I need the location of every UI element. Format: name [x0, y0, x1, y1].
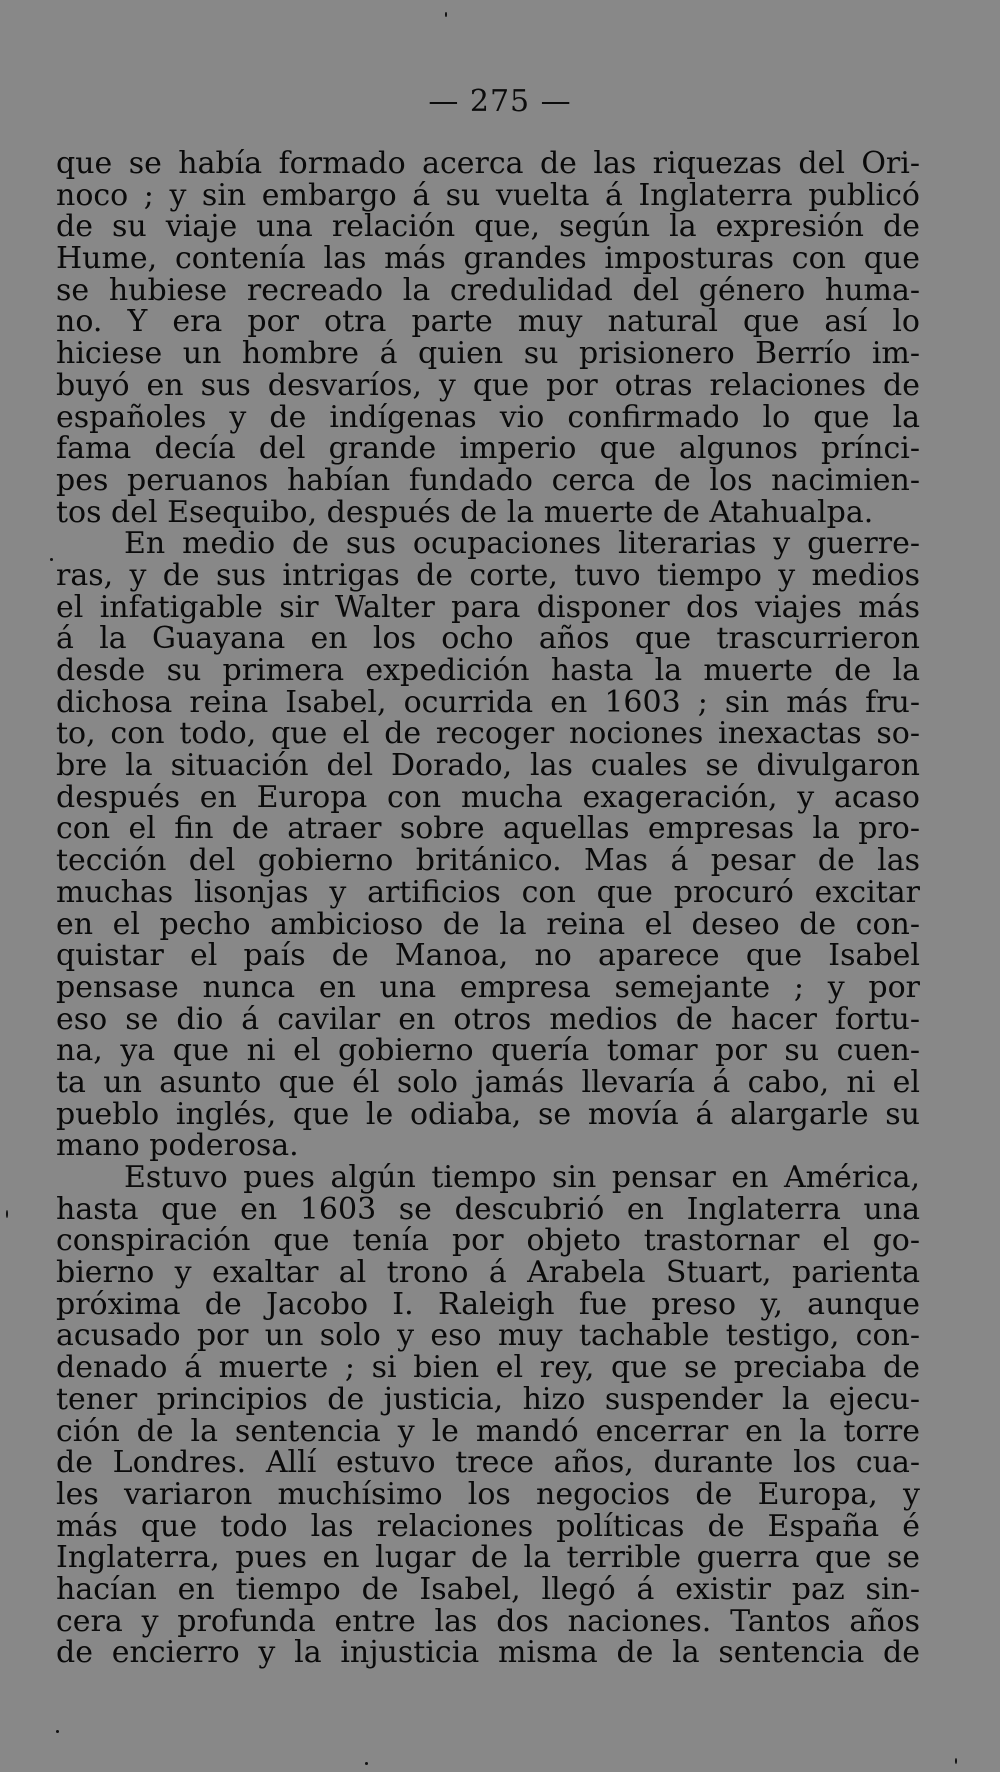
text-line: á la Guayana en los ocho años que trascurrieron	[56, 621, 920, 657]
text-line: quistar el país de Manoa, no aparece que Isabel	[56, 938, 920, 974]
text-line: hacían en tiempo de Isabel, llegó á existir paz sin-	[56, 1571, 920, 1607]
text-line: hiciese un hombre á quien su prisionero Berrío im-	[56, 336, 920, 372]
text-line: más que todo las relaciones políticas de España é	[56, 1508, 920, 1544]
text-line: conspiración que tenía por objeto trastornar el go-	[56, 1223, 920, 1259]
text-line: bierno y exaltar al trono á Arabela Stuart, parienta	[56, 1255, 920, 1291]
text-line: ras, y de sus intrigas de corte, tuvo tiempo y medios	[56, 557, 920, 593]
text-line: les variaron muchísimo los negocios de Europa, y	[56, 1476, 920, 1512]
text-line: tos del Esequibo, después de la muerte de Atahualpa.	[56, 494, 874, 530]
text-line: pueblo inglés, que le odiaba, se movía á alargarle su	[56, 1096, 920, 1132]
text-line: cera y profunda entre las dos naciones. Tantos años	[56, 1603, 920, 1639]
text-line: bre la situación del Dorado, las cuales se divulgaron	[56, 748, 920, 784]
text-line: acusado por un solo y eso muy tachable testigo, con-	[56, 1318, 920, 1354]
text-line: próxima de Jacobo I. Raleigh fue preso y, aunque	[56, 1286, 920, 1322]
text-line: En medio de sus ocupaciones literarias y guerre-	[124, 526, 920, 562]
text-line: no. Y era por otra parte muy natural que así lo	[56, 304, 920, 340]
text-line: se hubiese recreado la credulidad del género huma-	[56, 272, 920, 308]
text-line: tener principios de justicia, hizo suspender la ejecu-	[56, 1381, 920, 1417]
text-line: el infatigable sir Walter para disponer dos viajes más	[56, 589, 920, 625]
text-line: de encierro y la injusticia misma de la sentencia de	[56, 1635, 920, 1671]
ink-speck	[56, 1730, 59, 1733]
text-line: to, con todo, que el de recoger nociones inexactas so-	[56, 716, 920, 752]
text-line: Inglaterra, pues en lugar de la terrible guerra que se	[56, 1540, 920, 1576]
text-line: después en Europa con mucha exageración, y acaso	[56, 779, 920, 815]
text-line: hasta que en 1603 se descubrió en Inglaterra una	[56, 1191, 920, 1227]
text-line: ción de la sentencia y le mandó encerrar en la torre	[56, 1413, 920, 1449]
page-number: — 275 —	[428, 84, 572, 119]
text-line: desde su primera expedición hasta la muerte de la	[56, 653, 920, 688]
text-line: pes peruanos habían fundado cerca de los nacimien-	[56, 462, 920, 498]
text-line: fama decía del grande imperio que algunos prínci-	[56, 431, 920, 467]
text-line: en el pecho ambicioso de la reina el deseo de con-	[56, 906, 920, 942]
text-line: noco ; y sin embargo á su vuelta á Inglaterra publicó	[56, 177, 920, 213]
ink-speck	[50, 558, 53, 561]
text-line: Estuvo pues algún tiempo sin pensar en América,	[124, 1160, 920, 1195]
text-line: de Londres. Allí estuvo trece años, durante los cua-	[56, 1445, 920, 1481]
text-line: denado á muerte ; si bien el rey, que se preciaba de	[56, 1350, 920, 1386]
text-line: na, ya que ni el gobierno quería tomar por su cuen-	[56, 1033, 920, 1069]
ink-speck	[365, 1762, 368, 1765]
text-line: ta un asunto que él solo jamás llevaría á cabo, ni el	[56, 1064, 920, 1100]
text-line: Hume, contenía las más grandes imposturas con que	[56, 241, 920, 277]
text-line: muchas lisonjas y artificios con que procuró excitar	[56, 874, 920, 910]
text-line: con el fin de atraer sobre aquellas empresas la pro-	[56, 811, 920, 847]
body-text	[56, 148, 920, 1669]
text-line: dichosa reina Isabel, ocurrida en 1603 ; sin más fru-	[56, 684, 920, 720]
text-line: pensase nunca en una empresa semejante ; y por	[56, 969, 920, 1005]
text-line: tección del gobierno británico. Mas á pesar de las	[56, 843, 920, 879]
ink-speck	[955, 1758, 957, 1764]
text-line: mano poderosa.	[56, 1128, 299, 1164]
text-line: de su viaje una relación que, según la expresión de	[56, 209, 920, 245]
ink-speck	[6, 1210, 8, 1218]
text-line: que se había formado acerca de las riquezas del Ori-	[56, 146, 920, 181]
text-line: españoles y de indígenas vio confirmado lo que la	[56, 399, 920, 435]
text-line: eso se dio á cavilar en otros medios de hacer fortu-	[56, 1001, 920, 1037]
text-line: buyó en sus desvaríos, y que por otras relaciones de	[56, 367, 920, 403]
ink-speck	[445, 12, 447, 17]
